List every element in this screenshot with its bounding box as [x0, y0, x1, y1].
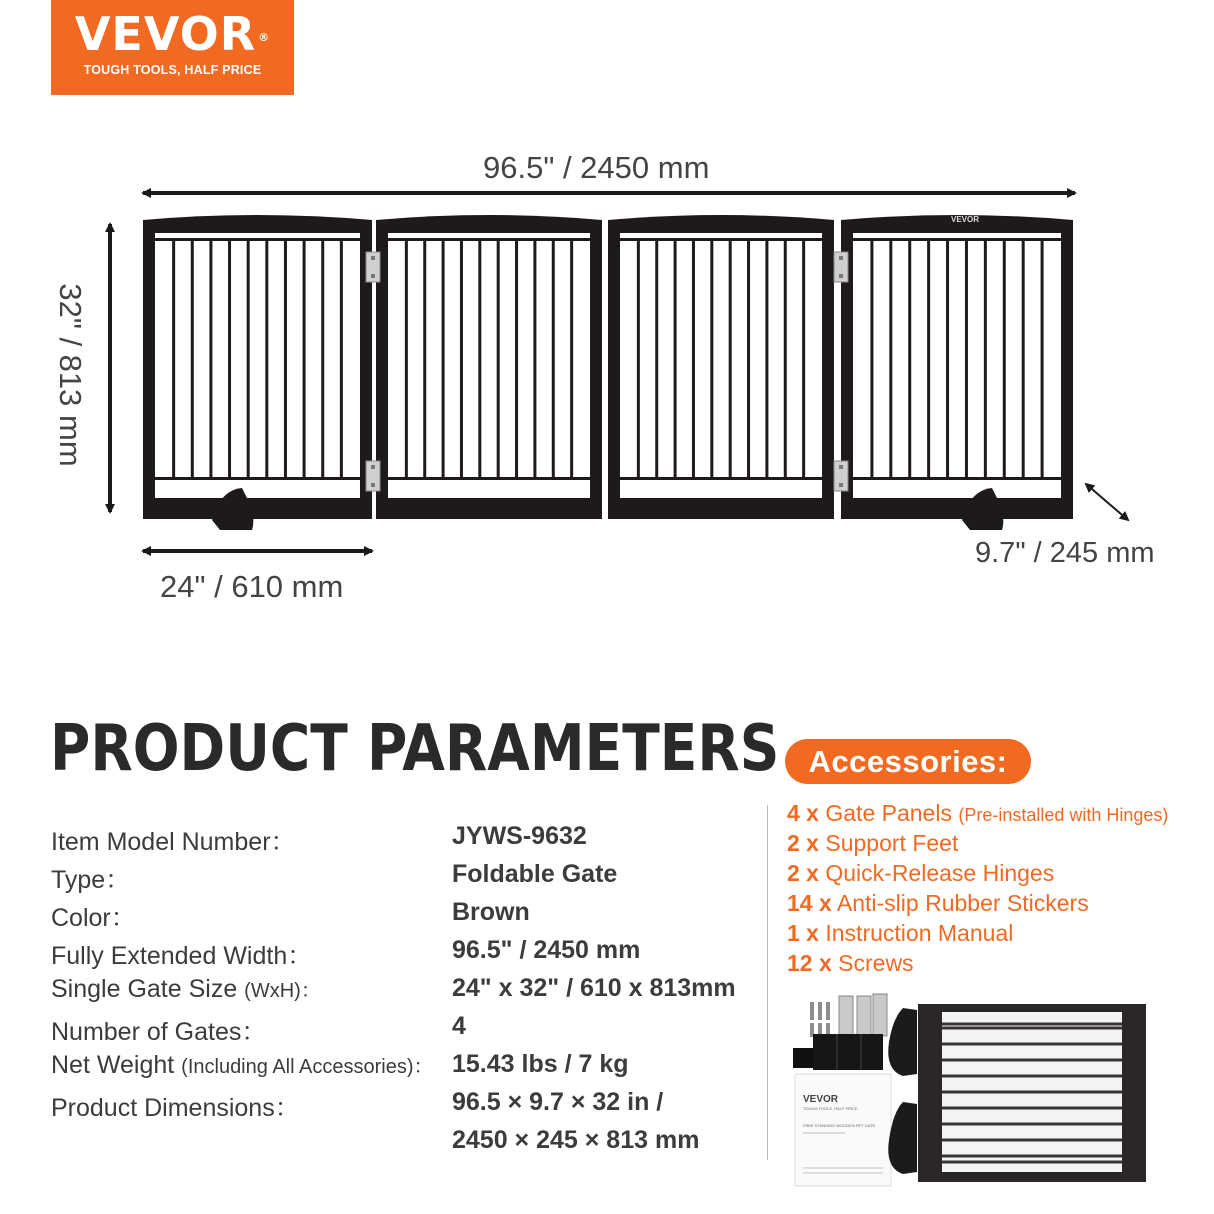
param-value: 96.5" / 2450 mm	[452, 936, 641, 964]
hinge	[834, 252, 848, 282]
hinge	[366, 461, 380, 491]
accessory-item: 4 x Gate Panels (Pre-installed with Hinges)	[787, 800, 1169, 826]
accessories-title: Accessories:	[785, 739, 1031, 784]
divider	[767, 805, 768, 1160]
gate-panel	[143, 215, 372, 519]
param-value: 15.43 lbs / 7 kg	[452, 1050, 629, 1078]
param-value: 2450 × 245 × 813 mm	[452, 1126, 700, 1154]
gate-panel	[841, 215, 1073, 519]
width-dimension-label: 96.5" / 2450 mm	[483, 150, 710, 185]
svg-text:FREE STANDING WOODEN PET GATE: FREE STANDING WOODEN PET GATE	[803, 1123, 876, 1128]
height-dimension-label: 32" / 813 mm	[53, 283, 88, 467]
accessory-item: 2 x Quick-Release Hinges	[787, 860, 1055, 886]
param-value: 96.5 × 9.7 × 32 in /	[452, 1088, 664, 1116]
param-label: Number of Gates：	[51, 1018, 267, 1046]
param-value: Foldable Gate	[452, 860, 618, 888]
accessory-item: 2 x Support Feet	[787, 830, 959, 856]
depth-arrow	[1086, 484, 1128, 520]
param-label: Color：	[51, 904, 136, 932]
accessory-item: 14 x Anti-slip Rubber Stickers	[787, 890, 1089, 916]
product-parameters-title: PRODUCT PARAMETERS	[50, 712, 780, 786]
param-value: 4	[452, 1012, 466, 1040]
param-label: Product Dimensions：	[51, 1094, 300, 1122]
param-value: Brown	[452, 898, 530, 926]
folded-gate-icon	[918, 1004, 1146, 1182]
param-label: Single Gate Size (WxH)：	[51, 975, 321, 1003]
screws-icon	[810, 1002, 830, 1037]
panel-width-dimension-label: 24" / 610 mm	[160, 569, 344, 604]
instruction-manual-icon	[795, 1074, 891, 1186]
param-label: Type：	[51, 866, 131, 894]
hinge	[366, 252, 380, 282]
gate-brand-label: VEVOR	[951, 215, 980, 224]
accessory-item: 12 x Screws	[787, 950, 914, 976]
param-value: 24" x 32" / 610 x 813mm	[452, 974, 736, 1002]
gate-panels	[143, 215, 1073, 530]
hinge-icon	[839, 994, 887, 1036]
svg-text:TOUGH TOOLS, HALF PRICE: TOUGH TOOLS, HALF PRICE	[803, 1106, 858, 1111]
hinge	[834, 461, 848, 491]
logo-brand: VEVOR ®	[74, 7, 271, 61]
accessory-item: 1 x Instruction Manual	[787, 920, 1014, 946]
param-label: Fully Extended Width：	[51, 942, 313, 970]
logo-tagline: TOUGH TOOLS, HALF PRICE	[83, 63, 262, 77]
depth-dimension-label: 9.7" / 245 mm	[975, 537, 1155, 569]
param-value: JYWS-9632	[452, 822, 587, 850]
svg-text:VEVOR: VEVOR	[803, 1094, 839, 1105]
gate-panel	[608, 215, 834, 519]
rubber-sticker-icon	[793, 1034, 883, 1070]
param-label: Item Model Number：	[51, 828, 296, 856]
accessories-illustration	[785, 990, 1165, 1200]
support-feet-icon	[888, 1008, 917, 1174]
param-label: Net Weight (Including All Accessories)：	[51, 1051, 434, 1079]
gate-panel	[376, 215, 602, 519]
